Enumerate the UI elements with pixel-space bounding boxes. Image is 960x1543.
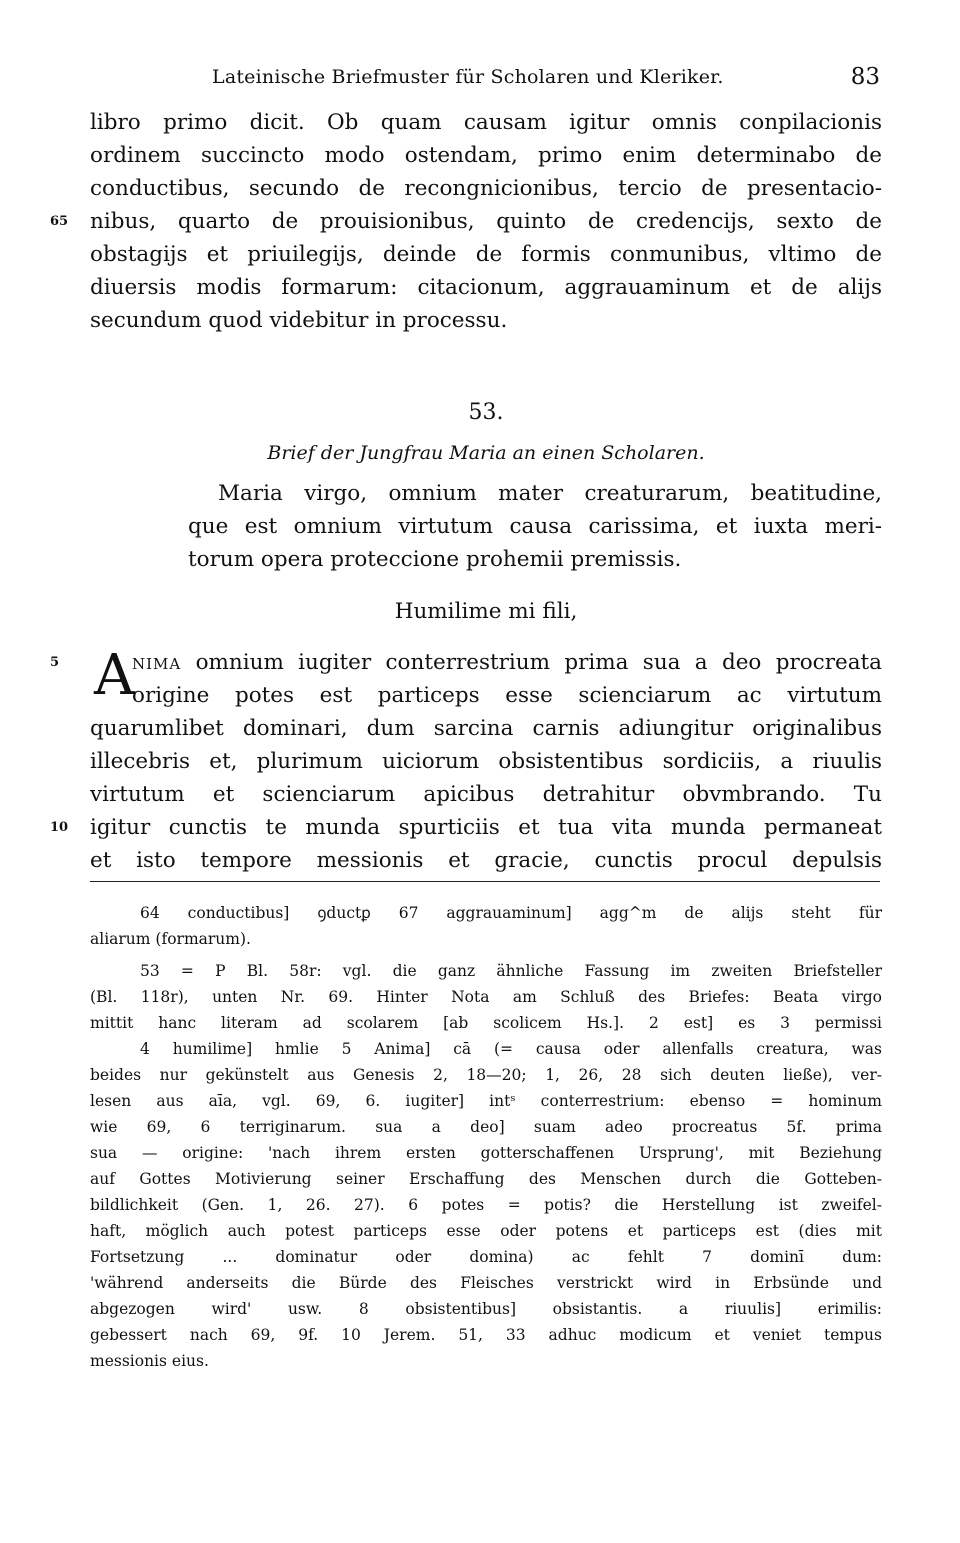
- footnote-line: messionis eius.: [90, 1352, 209, 1370]
- line-number: 65: [50, 214, 69, 229]
- text-line: [50, 205, 882, 238]
- text-line: torum opera proteccione prohemii premissis.: [188, 547, 682, 572]
- text-line: que est omnium virtutum causa carissima, et iuxta meri-: [188, 514, 882, 539]
- footnote-line: wie 69, 6 terriginarum. sua a deo] suam adeo procreatus 5f. prima: [90, 1118, 882, 1136]
- text-line: illecebris et, plurimum uiciorum obsistentibus sordiciis, a riuulis: [90, 749, 882, 774]
- page-number: 83: [850, 64, 880, 90]
- footnote-line: mittit hanc literam ad scolarem [ab scolicem Hs.]. 2 est] es 3 permissi: [90, 1014, 882, 1032]
- intro-paragraph: [50, 106, 882, 337]
- text-line: Maria virgo, omnium mater creaturarum, beatitudine,: [218, 481, 882, 506]
- text-line-content: omnium iugiter conterrestrium prima sua a deo procreata: [181, 650, 882, 675]
- text-line: obstagijs et priuilegijs, deinde de formis conmunibus, vltimo de: [90, 242, 882, 267]
- footnote-line: lesen aus aīa, vgl. 69, 6. iugiter] intˢ conterrestrium: ebenso = hominum: [90, 1092, 882, 1110]
- line-number: 10: [50, 820, 69, 835]
- section-subtitle: Brief der Jungfrau Maria an einen Scholaren.: [267, 442, 705, 464]
- letter-body: [50, 643, 882, 877]
- text-line: ordinem succincto modo ostendam, primo enim determinabo de: [90, 143, 882, 168]
- text-line-content: nibus, quarto de prouisionibus, quinto de credencijs, sexto de: [90, 209, 882, 234]
- footnote-line: beides nur gekünstelt aus Genesis 2, 18—20; 1, 26, 28 sich deuten ließe), ver-: [90, 1066, 882, 1084]
- footnote-line: 4 humilime] hmlie 5 Anima] cā (= causa oder allenfalls creatura, was: [140, 1040, 882, 1058]
- line-number: 5: [50, 655, 60, 670]
- text-line: origine potes est particeps esse scienciarum ac virtutum: [132, 683, 882, 708]
- footnote-line: 'während anderseits die Bürde des Fleisches verstrickt wird in Erbsünde und: [90, 1274, 882, 1292]
- footnote-line: bildlichkeit (Gen. 1, 26. 27). 6 potes = potis? die Herstellung ist zweifel-: [90, 1196, 882, 1214]
- footnote-line: sua — origine: 'nach ihrem ersten gotterschaffenen Ursprung', mit Beziehung: [90, 1144, 882, 1162]
- footnote-line: auf Gottes Motivierung seiner Erschaffung des Menschen durch die Gotteben-: [90, 1170, 882, 1188]
- running-title: Lateinische Briefmuster für Scholaren und Kleriker.: [212, 66, 724, 88]
- small-caps-word: NIMA: [132, 655, 182, 673]
- footnotes: [90, 900, 882, 1374]
- text-line: secundum quod videbitur in processu.: [90, 308, 508, 333]
- footnote-line: abgezogen wird' usw. 8 obsistentibus] obsistantis. a riuulis] erimilis:: [90, 1300, 882, 1318]
- footnote-line: (Bl. 118r), unten Nr. 69. Hinter Nota am Schluß des Briefes: Beata virgo: [90, 988, 882, 1006]
- footnote-line: haft, möglich auch potest particeps esse oder potens et particeps est (dies mit: [90, 1222, 882, 1240]
- footnote-divider: [90, 881, 880, 882]
- text-line: [50, 811, 882, 844]
- footnote-line: aliarum (formarum).: [90, 930, 251, 948]
- text-line: libro primo dicit. Ob quam causam igitur omnis conpilacionis: [90, 110, 882, 135]
- text-line: diuersis modis formarum: citacionum, aggrauaminum et de alijs: [90, 275, 882, 300]
- text-line: virtutum et scienciarum apicibus detrahitur obvmbrando. Tu: [90, 782, 882, 807]
- address-paragraph: [90, 477, 882, 576]
- footnote-line: 64 conductibus] ꝯductꝑ 67 aggrauaminum] agg^m de alijs steht für: [140, 904, 882, 922]
- section-number: 53.: [468, 400, 504, 425]
- footnote-line: 53 = P Bl. 58r: vgl. die ganz ähnliche Fassung im zweiten Briefsteller: [140, 962, 882, 980]
- running-header: [90, 66, 882, 106]
- drop-cap: A: [94, 643, 135, 708]
- salutation: Humilime mi fili,: [394, 599, 578, 624]
- text-line: conductibus, secundo de recongnicionibus, tercio de presentacio-: [90, 176, 882, 201]
- footnote-line: Fortsetzung ... dominatur oder domina) ac fehlt 7 dominī dum:: [90, 1248, 882, 1266]
- footnote-line: gebessert nach 69, 9f. 10 Jerem. 51, 33 adhuc modicum et veniet tempus: [90, 1326, 882, 1344]
- text-line-content: igitur cunctis te munda spurticiis et tua vita munda permaneat: [90, 815, 882, 840]
- page: [50, 64, 882, 1374]
- text-line: quarumlibet dominari, dum sarcina carnis adiungitur originalibus: [90, 716, 882, 741]
- text-line: et isto tempore messionis et gracie, cunctis procul depulsis: [90, 848, 882, 873]
